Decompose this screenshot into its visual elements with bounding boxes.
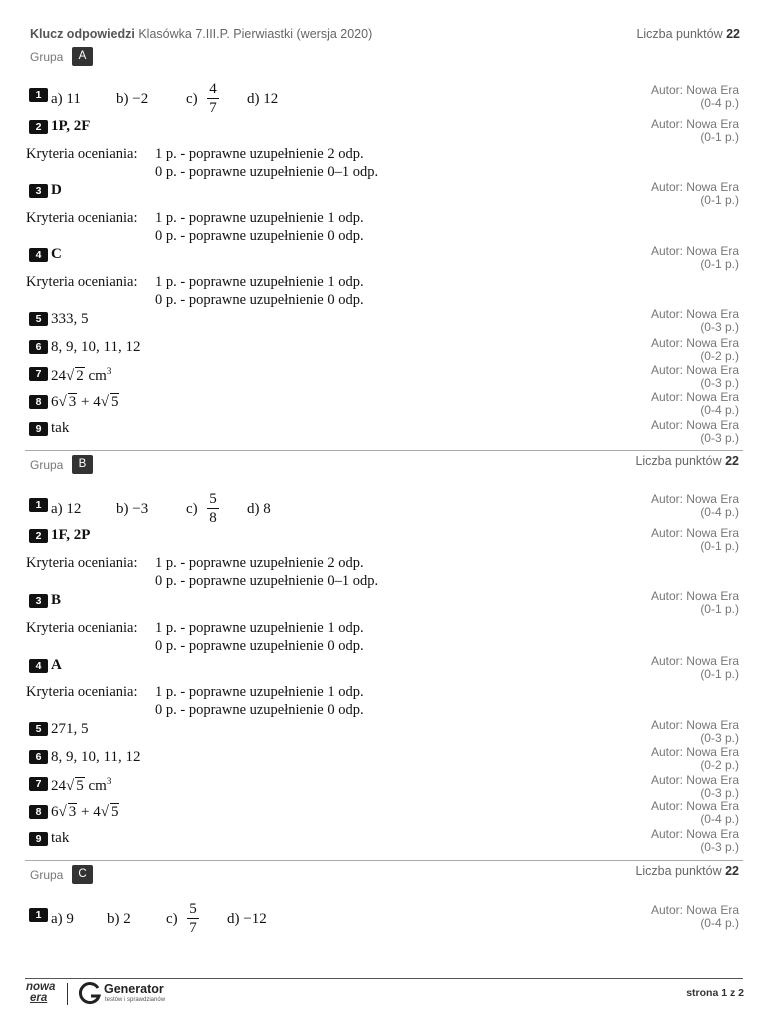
answer-c: c): [166, 911, 178, 927]
question-number: 9: [29, 832, 48, 846]
answer-text: tak: [51, 830, 70, 846]
answer-d: d) 8: [247, 501, 271, 517]
criteria-label: Kryteria oceniania:: [26, 684, 138, 700]
question-number: 5: [29, 722, 48, 736]
question-number: 4: [29, 659, 48, 673]
answer-math: 6√ 3 + 4√ 5: [51, 394, 119, 410]
criteria-label: Kryteria oceniania:: [26, 146, 138, 162]
criteria-label: Kryteria oceniania:: [26, 210, 138, 226]
answer-text: 8, 9, 10, 11, 12: [51, 339, 141, 355]
logo-separator: [67, 983, 68, 1005]
answer-b: b) 2: [107, 911, 131, 927]
author-info: Autor: Nowa Era (0-1 p.): [650, 589, 739, 616]
answer-b: b) −3: [116, 501, 149, 517]
generator-logo-icon: [78, 982, 102, 1006]
criteria-full: 1 p. - poprawne uzupełnienie 1 odp.: [155, 210, 364, 226]
author-info: Autor: Nowa Era (0-4 p.): [650, 903, 739, 930]
answer-math: 6√ 3 + 4√ 5: [51, 804, 119, 820]
answer-text: B: [51, 592, 62, 608]
question-number: 3: [29, 184, 48, 198]
total-points: Liczba punktów 22: [636, 27, 740, 41]
page-number: strona 1 z 2: [686, 987, 744, 999]
criteria-zero: 0 p. - poprawne uzupełnienie 0–1 odp.: [155, 164, 379, 180]
author-info: Autor: Nowa Era (0-2 p.): [650, 745, 739, 772]
group-c-label: Grupa: [30, 868, 64, 882]
author-info: Autor: Nowa Era (0-3 p.): [650, 718, 739, 745]
author-info: Autor: Nowa Era (0-2 p.): [650, 336, 739, 363]
criteria-label: Kryteria oceniania:: [26, 274, 138, 290]
author-info: Autor: Nowa Era (0-1 p.): [650, 244, 739, 271]
question-number: 8: [29, 395, 48, 409]
author-info: Autor: Nowa Era (0-1 p.): [650, 180, 739, 207]
author-info: Autor: Nowa Era (0-4 p.): [650, 83, 739, 110]
answer-text: 1P, 2F: [51, 118, 91, 134]
generator-logo-text: Generator: [104, 982, 164, 996]
criteria-zero: 0 p. - poprawne uzupełnienie 0 odp.: [155, 702, 364, 718]
answer-c-fraction: 5 7: [187, 901, 199, 936]
generator-logo-subtitle: testów i sprawdzianów: [105, 997, 166, 1003]
answer-text: A: [51, 657, 62, 673]
group-divider: [25, 450, 743, 451]
author-info: Autor: Nowa Era (0-3 p.): [650, 363, 739, 390]
question-number: 6: [29, 750, 48, 764]
criteria-zero: 0 p. - poprawne uzupełnienie 0–1 odp.: [155, 573, 379, 589]
author-info: Autor: Nowa Era (0-1 p.): [650, 526, 739, 553]
nowa-era-logo: nowa era: [26, 981, 56, 1004]
answer-a: a) 9: [51, 911, 74, 927]
doc-title: Klasówka 7.III.P. Pierwiastki (wersja 2020): [138, 27, 373, 41]
author-info: Autor: Nowa Era (0-3 p.): [650, 773, 739, 800]
criteria-full: 1 p. - poprawne uzupełnienie 2 odp.: [155, 555, 364, 571]
group-a-label: Grupa: [30, 50, 64, 64]
answer-b: b) −2: [116, 91, 149, 107]
criteria-full: 1 p. - poprawne uzupełnienie 2 odp.: [155, 146, 364, 162]
answer-text: 1F, 2P: [51, 527, 91, 543]
criteria-full: 1 p. - poprawne uzupełnienie 1 odp.: [155, 684, 364, 700]
group-c-badge: C: [72, 865, 93, 884]
group-c-points: Liczba punktów 22: [635, 864, 739, 878]
answer-a: a) 12: [51, 501, 82, 517]
answer-math: 24√ 5 $cm^3$: [51, 776, 112, 794]
criteria-zero: 0 p. - poprawne uzupełnienie 0 odp.: [155, 228, 364, 244]
document-header: [30, 27, 740, 45]
question-number: 5: [29, 312, 48, 326]
group-b-label: Grupa: [30, 458, 64, 472]
criteria-label: Kryteria oceniania:: [26, 555, 138, 571]
answer-c: c): [186, 501, 198, 517]
answer-text: 333, 5: [51, 311, 89, 327]
question-number: 8: [29, 805, 48, 819]
criteria-zero: 0 p. - poprawne uzupełnienie 0 odp.: [155, 292, 364, 308]
author-info: Autor: Nowa Era (0-4 p.): [650, 799, 739, 826]
answer-text: tak: [51, 420, 70, 436]
group-divider: [25, 860, 743, 861]
question-number: 9: [29, 422, 48, 436]
question-number: 6: [29, 340, 48, 354]
question-number: 1: [29, 498, 48, 512]
question-number: 4: [29, 248, 48, 262]
answer-d: d) 12: [247, 91, 279, 107]
author-info: Autor: Nowa Era (0-4 p.): [650, 492, 739, 519]
answer-c-fraction: 5 8: [207, 491, 219, 526]
question-number: 2: [29, 120, 48, 134]
criteria-label: Kryteria oceniania:: [26, 620, 138, 636]
author-info: Autor: Nowa Era (0-3 p.): [650, 418, 739, 445]
group-b-badge: B: [72, 455, 93, 474]
question-number: 3: [29, 594, 48, 608]
answer-text: 271, 5: [51, 721, 89, 737]
group-a-badge: A: [72, 47, 93, 66]
author-info: Autor: Nowa Era (0-4 p.): [650, 390, 739, 417]
group-b-points: Liczba punktów 22: [635, 454, 739, 468]
answer-math: 24√ 2 $cm^3$: [51, 366, 112, 384]
criteria-full: 1 p. - poprawne uzupełnienie 1 odp.: [155, 274, 364, 290]
question-number: 1: [29, 88, 48, 102]
answer-text: C: [51, 246, 62, 262]
author-info: Autor: Nowa Era (0-3 p.): [650, 827, 739, 854]
author-info: Autor: Nowa Era (0-3 p.): [650, 307, 739, 334]
doc-title-bold: Klucz odpowiedzi: [30, 27, 135, 41]
criteria-zero: 0 p. - poprawne uzupełnienie 0 odp.: [155, 638, 364, 654]
author-info: Autor: Nowa Era (0-1 p.): [650, 117, 739, 144]
answer-c-fraction: 4 7: [207, 81, 219, 116]
answer-text: D: [51, 182, 62, 198]
question-number: 2: [29, 529, 48, 543]
question-number: 7: [29, 777, 48, 791]
answer-c: c): [186, 91, 198, 107]
answer-d: d) −12: [227, 911, 267, 927]
question-number: 7: [29, 367, 48, 381]
question-number: 1: [29, 908, 48, 922]
footer-divider: [25, 978, 743, 979]
answer-a: a) 11: [51, 91, 81, 107]
criteria-full: 1 p. - poprawne uzupełnienie 1 odp.: [155, 620, 364, 636]
author-info: Autor: Nowa Era (0-1 p.): [650, 654, 739, 681]
answer-text: 8, 9, 10, 11, 12: [51, 749, 141, 765]
